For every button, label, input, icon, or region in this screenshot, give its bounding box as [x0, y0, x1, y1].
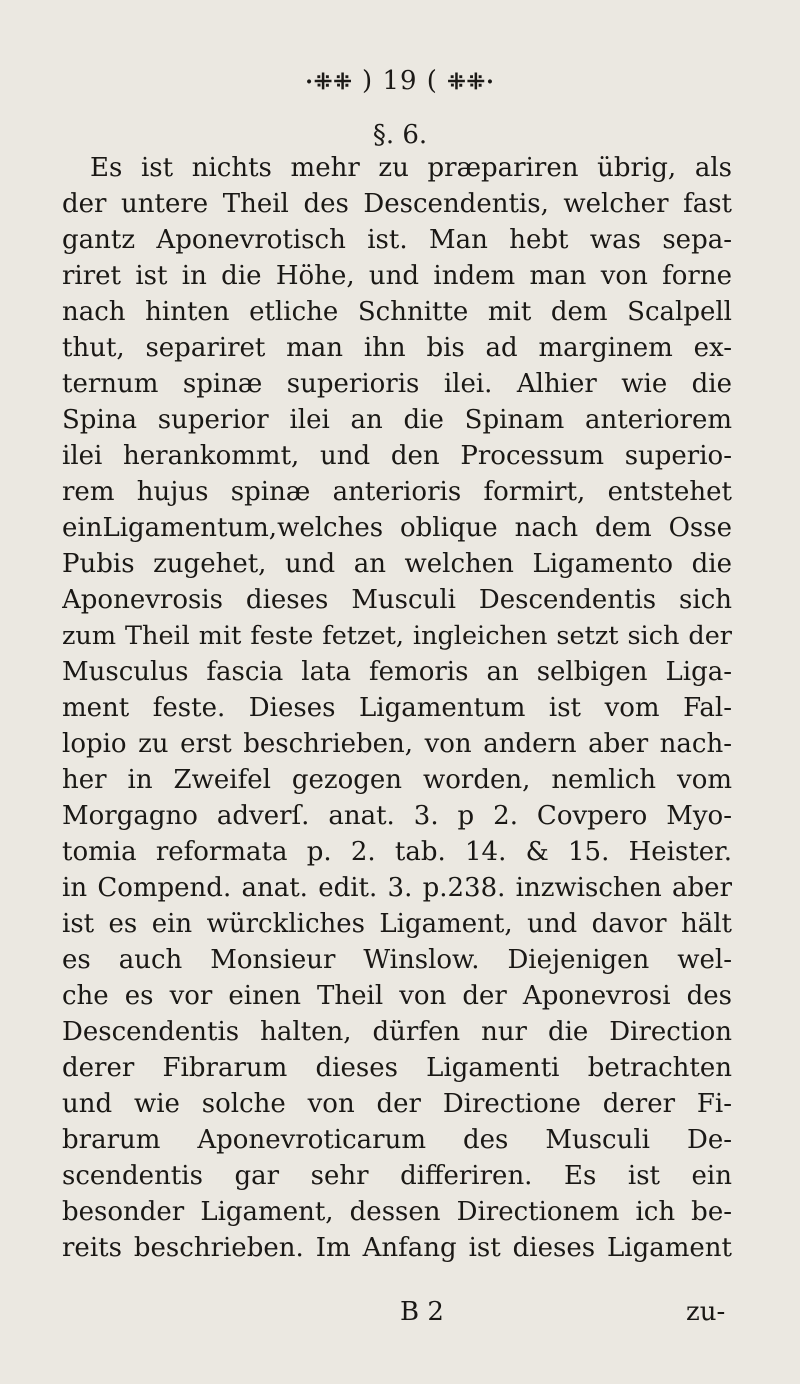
- text-line: Aponevrosis dieses Musculi Descendentis sich: [62, 585, 732, 615]
- text-line: in Compend. anat. edit. 3. p.238. inzwischen aber: [62, 873, 732, 903]
- text-line: nach hinten etliche Schnitte mit dem Scalpell: [62, 297, 732, 327]
- catchword: zu-: [686, 1297, 726, 1327]
- section-marker: §. 6.: [372, 120, 428, 150]
- text-line: brarum Aponevroticarum des Musculi De-: [62, 1125, 732, 1155]
- text-line: lopio zu erst beschrieben, von andern aber nach-: [62, 729, 732, 759]
- text-line: Descendentis halten, dürfen nur die Direction: [62, 1017, 732, 1047]
- text-line: es auch Monsieur Winslow. Diejenigen wel-: [62, 945, 732, 975]
- text-line: zum Theil mit feste fetzet, ingleichen setzt sich der: [62, 621, 732, 651]
- text-line: derer Fibrarum dieses Ligamenti betrachten: [62, 1053, 732, 1083]
- page-number: ) 19 (: [362, 66, 438, 96]
- signature-mark: B 2: [400, 1297, 444, 1327]
- text-line: Es ist nichts mehr zu præpariren übrig, als: [90, 153, 732, 183]
- text-line: besonder Ligament, dessen Directionem ich be-: [62, 1197, 732, 1227]
- running-header: [0, 66, 800, 96]
- text-line: gantz Aponevrotisch ist. Man hebt was sepa-: [62, 225, 732, 255]
- text-line: ilei herankommt, und den Processum superio-: [62, 441, 732, 471]
- text-line: che es vor einen Theil von der Aponevrosi des: [62, 981, 732, 1011]
- page-footer: [0, 1297, 800, 1333]
- text-line: thut, separiret man ihn bis ad marginem ex-: [62, 333, 732, 363]
- text-line: scendentis gar sehr differiren. Es ist ein: [62, 1161, 732, 1191]
- text-line: her in Zweifel gezogen worden, nemlich vom: [62, 765, 732, 795]
- right-ornament: ⁜⁜·: [447, 69, 495, 95]
- text-line: tomia reformata p. 2. tab. 14. & 15. Heister.: [62, 837, 732, 867]
- text-line: ist es ein würckliches Ligament, und davor hält: [62, 909, 732, 939]
- text-line: ment feste. Dieses Ligamentum ist vom Fal-: [62, 693, 732, 723]
- text-line: rem hujus spinæ anterioris formirt, entstehet: [62, 477, 732, 507]
- text-line: Pubis zugehet, und an welchen Ligamento die: [62, 549, 732, 579]
- text-line: ternum spinæ superioris ilei. Alhier wie die: [62, 369, 732, 399]
- text-line: reits beschrieben. Im Anfang ist dieses Ligament: [62, 1233, 732, 1263]
- text-line: riret ist in die Höhe, und indem man von forne: [62, 261, 732, 291]
- text-line: Spina superior ilei an die Spinam anteriorem: [62, 405, 732, 435]
- text-line: der untere Theil des Descendentis, welcher fast: [62, 189, 732, 219]
- text-line: und wie solche von der Directione derer Fi-: [62, 1089, 732, 1119]
- text-line: Musculus fascia lata femoris an selbigen Liga-: [62, 657, 732, 687]
- text-line: Morgagno adverſ. anat. 3. p 2. Covpero Myo-: [62, 801, 732, 831]
- left-ornament: ·⁜⁜: [305, 69, 353, 95]
- text-line: einLigamentum,welches oblique nach dem Osse: [62, 513, 732, 543]
